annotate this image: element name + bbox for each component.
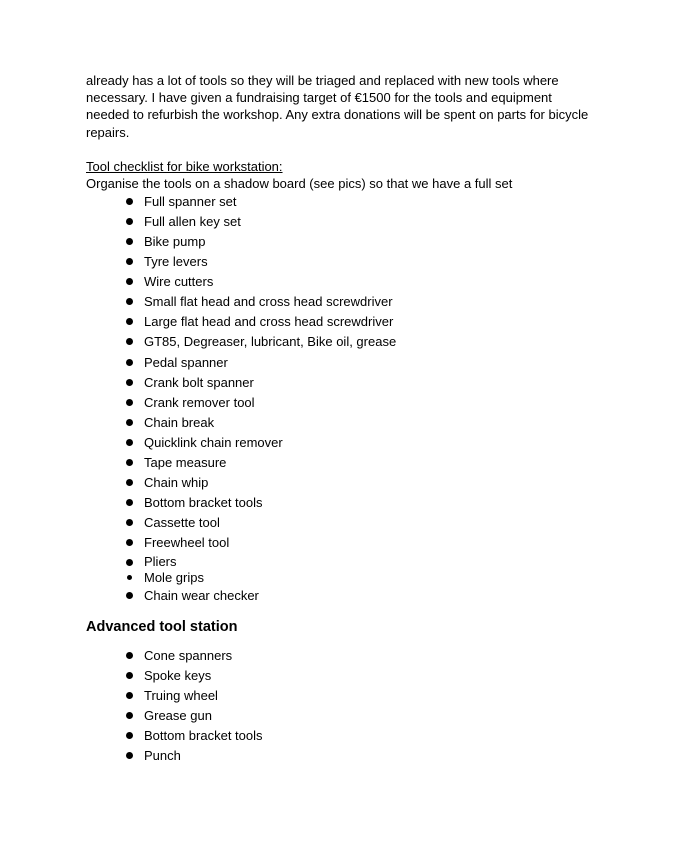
intro-line-3: needed to refurbish the workshop. Any extra donations will be spent on parts for bicycle bbox=[86, 107, 589, 123]
bullet-icon bbox=[126, 338, 133, 345]
bullet-icon bbox=[126, 752, 133, 759]
bullet-icon bbox=[126, 238, 133, 245]
list-item bbox=[86, 533, 606, 553]
list-item-label: Bike pump bbox=[144, 234, 206, 249]
list-item bbox=[86, 272, 606, 292]
intro-paragraph bbox=[86, 72, 606, 141]
list-item bbox=[86, 666, 606, 686]
bullet-icon bbox=[126, 652, 133, 659]
bullet-icon bbox=[126, 218, 133, 225]
intro-line-1: already has a lot of tools so they will be triaged and replaced with new tools where bbox=[86, 73, 559, 88]
intro-line-2: necessary. I have given a fundraising target of €1500 for the tools and equipment bbox=[86, 90, 552, 106]
list-item bbox=[86, 353, 606, 373]
list-item-label: Large flat head and cross head screwdriver bbox=[144, 314, 394, 330]
bullet-icon bbox=[126, 419, 133, 426]
list-item-label: Chain break bbox=[144, 414, 215, 430]
list-item-label: Wire cutters bbox=[144, 274, 214, 290]
bullet-icon bbox=[127, 575, 132, 580]
list-item bbox=[86, 453, 606, 473]
list-item bbox=[86, 570, 606, 586]
list-item-label: Crank remover tool bbox=[144, 394, 255, 410]
bullet-icon bbox=[126, 198, 133, 205]
list-item bbox=[86, 686, 606, 706]
list-item-label: Quicklink chain remover bbox=[144, 434, 283, 450]
list-item-label: Tape measure bbox=[144, 455, 227, 471]
bullet-icon bbox=[126, 712, 133, 719]
list-item bbox=[86, 746, 606, 766]
list-item-label: Pedal spanner bbox=[144, 354, 228, 370]
bullet-icon bbox=[126, 439, 133, 446]
list-item bbox=[86, 586, 606, 606]
advanced-section-heading: Advanced tool station bbox=[86, 618, 238, 635]
bullet-icon bbox=[126, 499, 133, 506]
list-item bbox=[86, 554, 606, 570]
list-item bbox=[86, 646, 606, 666]
list-item-label: Chain wear checker bbox=[144, 587, 259, 603]
list-item bbox=[86, 252, 606, 272]
list-item-label: Full allen key set bbox=[144, 213, 241, 229]
list-item-label: Cassette tool bbox=[144, 515, 220, 531]
list-item bbox=[86, 493, 606, 513]
list-item bbox=[86, 212, 606, 232]
bullet-icon bbox=[126, 278, 133, 285]
list-item-label: Small flat head and cross head screwdriver bbox=[144, 294, 393, 310]
list-item bbox=[86, 312, 606, 332]
checklist-intro: Organise the tools on a shadow board (see pics) so that we have a full set bbox=[86, 175, 513, 191]
bullet-icon bbox=[126, 672, 133, 679]
bullet-icon bbox=[126, 519, 133, 526]
bullet-icon bbox=[126, 359, 133, 366]
blank-line bbox=[86, 141, 606, 158]
list-item bbox=[86, 433, 606, 453]
list-item bbox=[86, 413, 606, 433]
bullet-icon bbox=[126, 379, 133, 386]
list-item bbox=[86, 332, 606, 352]
bullet-icon bbox=[126, 258, 133, 265]
list-item-label: GT85, Degreaser, lubricant, Bike oil, grease bbox=[144, 334, 397, 350]
checklist-heading: Tool checklist for bike workstation: bbox=[86, 158, 283, 174]
list-item-label: Bottom bracket tools bbox=[144, 495, 263, 511]
list-item bbox=[86, 473, 606, 493]
list-item-label: Mole grips bbox=[144, 569, 204, 585]
list-item-label: Crank bolt spanner bbox=[144, 374, 254, 390]
list-item bbox=[86, 513, 606, 533]
bullet-icon bbox=[126, 479, 133, 486]
list-item-label: Pliers bbox=[144, 553, 177, 569]
bullet-icon bbox=[126, 692, 133, 699]
list-item-label: Grease gun bbox=[144, 707, 212, 723]
list-item bbox=[86, 192, 606, 212]
blank-line bbox=[86, 637, 606, 646]
bullet-icon bbox=[126, 539, 133, 546]
list-item-label: Spoke keys bbox=[144, 667, 212, 683]
list-item-label: Punch bbox=[144, 748, 181, 764]
list-item bbox=[86, 726, 606, 746]
list-item-label: Freewheel tool bbox=[144, 535, 230, 551]
list-item-label: Truing wheel bbox=[144, 687, 218, 703]
list-item bbox=[86, 393, 606, 413]
list-item-label: Tyre levers bbox=[144, 254, 208, 270]
list-item-label: Cone spanners bbox=[144, 647, 233, 663]
list-item-label: Chain whip bbox=[144, 475, 209, 491]
list-item bbox=[86, 232, 606, 252]
list-item-label: Bottom bracket tools bbox=[144, 727, 263, 743]
document-page bbox=[86, 72, 606, 766]
list-item-label: Full spanner set bbox=[144, 193, 237, 209]
bullet-icon bbox=[126, 298, 133, 305]
list-item bbox=[86, 292, 606, 312]
bullet-icon bbox=[126, 399, 133, 406]
tool-checklist bbox=[86, 192, 606, 606]
intro-line-4: repairs. bbox=[86, 124, 130, 140]
bullet-icon bbox=[126, 732, 133, 739]
bullet-icon bbox=[126, 559, 133, 566]
bullet-icon bbox=[126, 592, 133, 599]
bullet-icon bbox=[126, 318, 133, 325]
list-item bbox=[86, 373, 606, 393]
list-item bbox=[86, 706, 606, 726]
advanced-tool-list bbox=[86, 646, 606, 767]
bullet-icon bbox=[126, 459, 133, 466]
